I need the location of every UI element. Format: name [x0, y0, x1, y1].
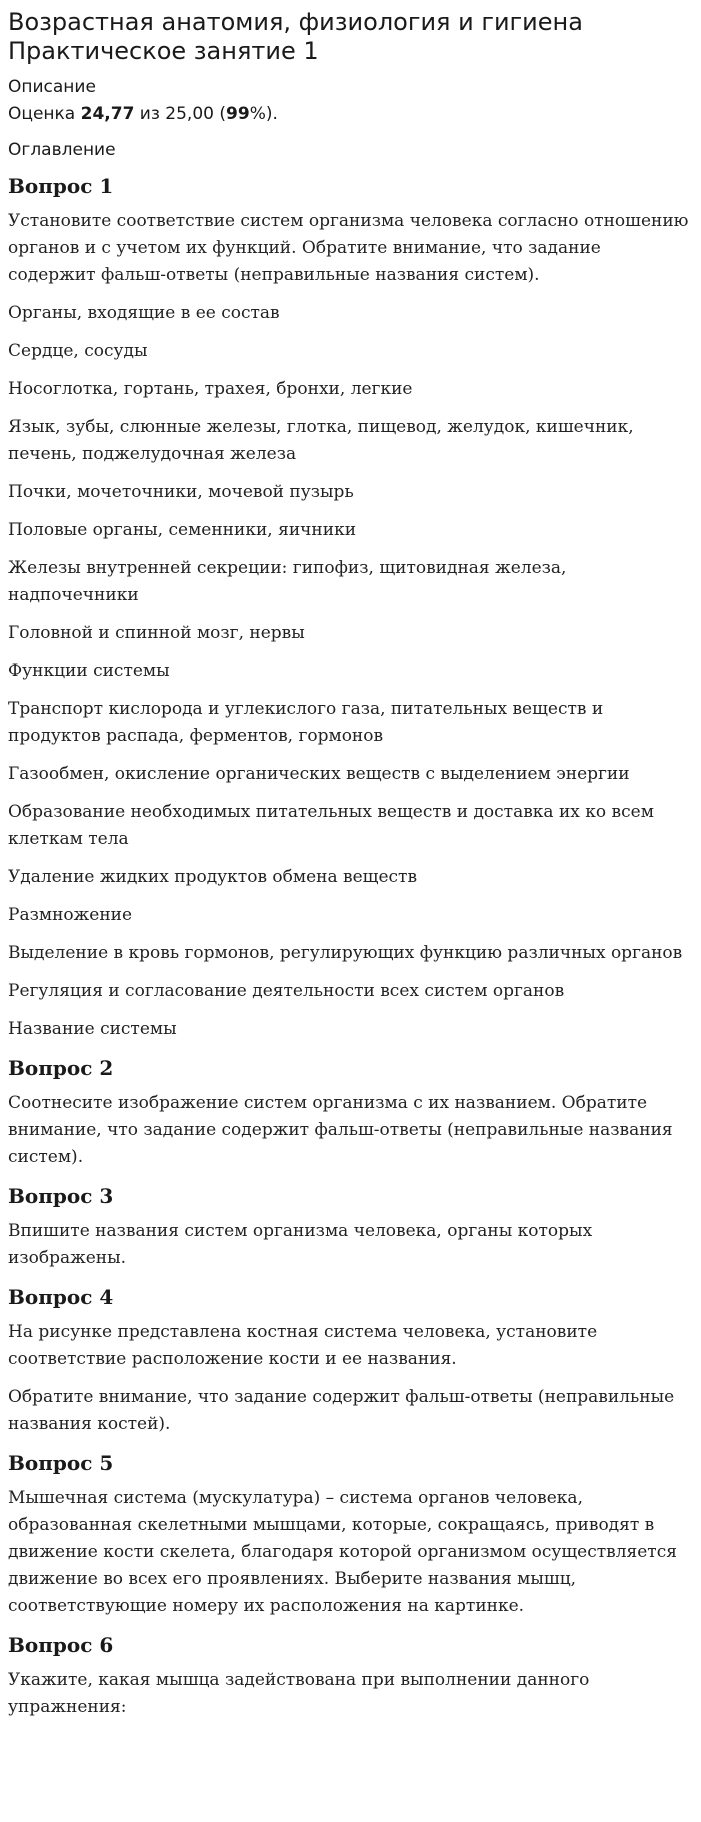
question-text: Органы, входящие в ее состав	[8, 303, 280, 323]
question-section	[8, 172, 693, 1043]
question-text: Установите соответствие систем организма человека согласно отношению органов и с учетом их функций. Обратите внимание, что задание содержит фальш-ответы (неправильные названия систем).	[8, 211, 689, 285]
question-text: Транспорт кислорода и углекислого газа, питательных веществ и продуктов распада, ферментов, гормонов	[8, 699, 604, 746]
question-text: Железы внутренней секреции: гипофиз, щитовидная железа, надпочечники	[8, 558, 567, 605]
page-title: Возрастная анатомия, физиология и гигиена	[8, 8, 583, 36]
question-text: Регуляция и согласование деятельности всех систем органов	[8, 981, 565, 1001]
question-section	[8, 1182, 693, 1272]
page-subtitle: Практическое занятие 1	[8, 37, 319, 65]
question-text: Головной и спинной мозг, нервы	[8, 623, 305, 643]
question-title: Вопрос 3	[8, 1184, 114, 1208]
grade-score: 24,77	[80, 104, 135, 124]
grade-percent: 99	[226, 104, 250, 124]
question-text: Мышечная система (мускулатура) – система органов человека, образованная скелетными мышцами, которые, сокращаясь, приводят в движение кости скелета, благодаря которой организмом осуществляется движение во всех его проявлениях. Выберите названия мышц, соответствующие номеру их расположения на картинке.	[8, 1488, 677, 1616]
question-text: Соотнесите изображение систем организма с их названием. Обратите внимание, что задание содержит фальш-ответы (неправильные названия систем).	[8, 1093, 673, 1167]
grade-mid: из 25,00 (	[134, 104, 227, 124]
question-section	[8, 1449, 693, 1620]
question-text: Язык, зубы, слюнные железы, глотка, пищевод, желудок, кишечник, печень, поджелудочная железа	[8, 417, 634, 464]
description-link[interactable]: Описание	[8, 77, 96, 97]
question-title: Вопрос 5	[8, 1451, 114, 1475]
question-text: Газообмен, окисление органических веществ с выделением энергии	[8, 764, 630, 784]
question-text: На рисунке представлена костная система человека, установите соответствие расположение кости и ее названия.	[8, 1322, 598, 1369]
question-text: Половые органы, семенники, яичники	[8, 520, 357, 540]
toc-link[interactable]: Оглавление	[8, 140, 116, 160]
question-text: Выделение в кровь гормонов, регулирующих функцию различных органов	[8, 943, 683, 963]
question-section	[8, 1283, 693, 1438]
question-text: Почки, мочеточники, мочевой пузырь	[8, 482, 354, 502]
question-text: Размножение	[8, 905, 133, 925]
grade-prefix: Оценка	[8, 104, 81, 124]
question-title: Вопрос 6	[8, 1633, 114, 1657]
question-section	[8, 1054, 693, 1171]
questions-list	[8, 172, 693, 1721]
question-text: Впишите названия систем организма человека, органы которых изображены.	[8, 1221, 593, 1268]
question-text: Сердце, сосуды	[8, 341, 148, 361]
question-title: Вопрос 4	[8, 1285, 114, 1309]
question-text: Образование необходимых питательных веществ и доставка их ко всем клеткам тела	[8, 802, 654, 849]
question-text: Функции системы	[8, 661, 170, 681]
question-text: Обратите внимание, что задание содержит фальш-ответы (неправильные названия костей).	[8, 1387, 675, 1434]
question-text: Удаление жидких продуктов обмена веществ	[8, 867, 418, 887]
question-text: Носоглотка, гортань, трахея, бронхи, легкие	[8, 379, 413, 399]
question-text: Укажите, какая мышца задействована при выполнении данного упражнения:	[8, 1670, 590, 1717]
grade-line	[8, 101, 693, 128]
question-title: Вопрос 2	[8, 1056, 114, 1080]
question-title: Вопрос 1	[8, 174, 114, 198]
header	[8, 8, 693, 162]
question-text: Название системы	[8, 1019, 177, 1039]
question-section	[8, 1631, 693, 1721]
grade-suffix: %).	[249, 104, 278, 124]
